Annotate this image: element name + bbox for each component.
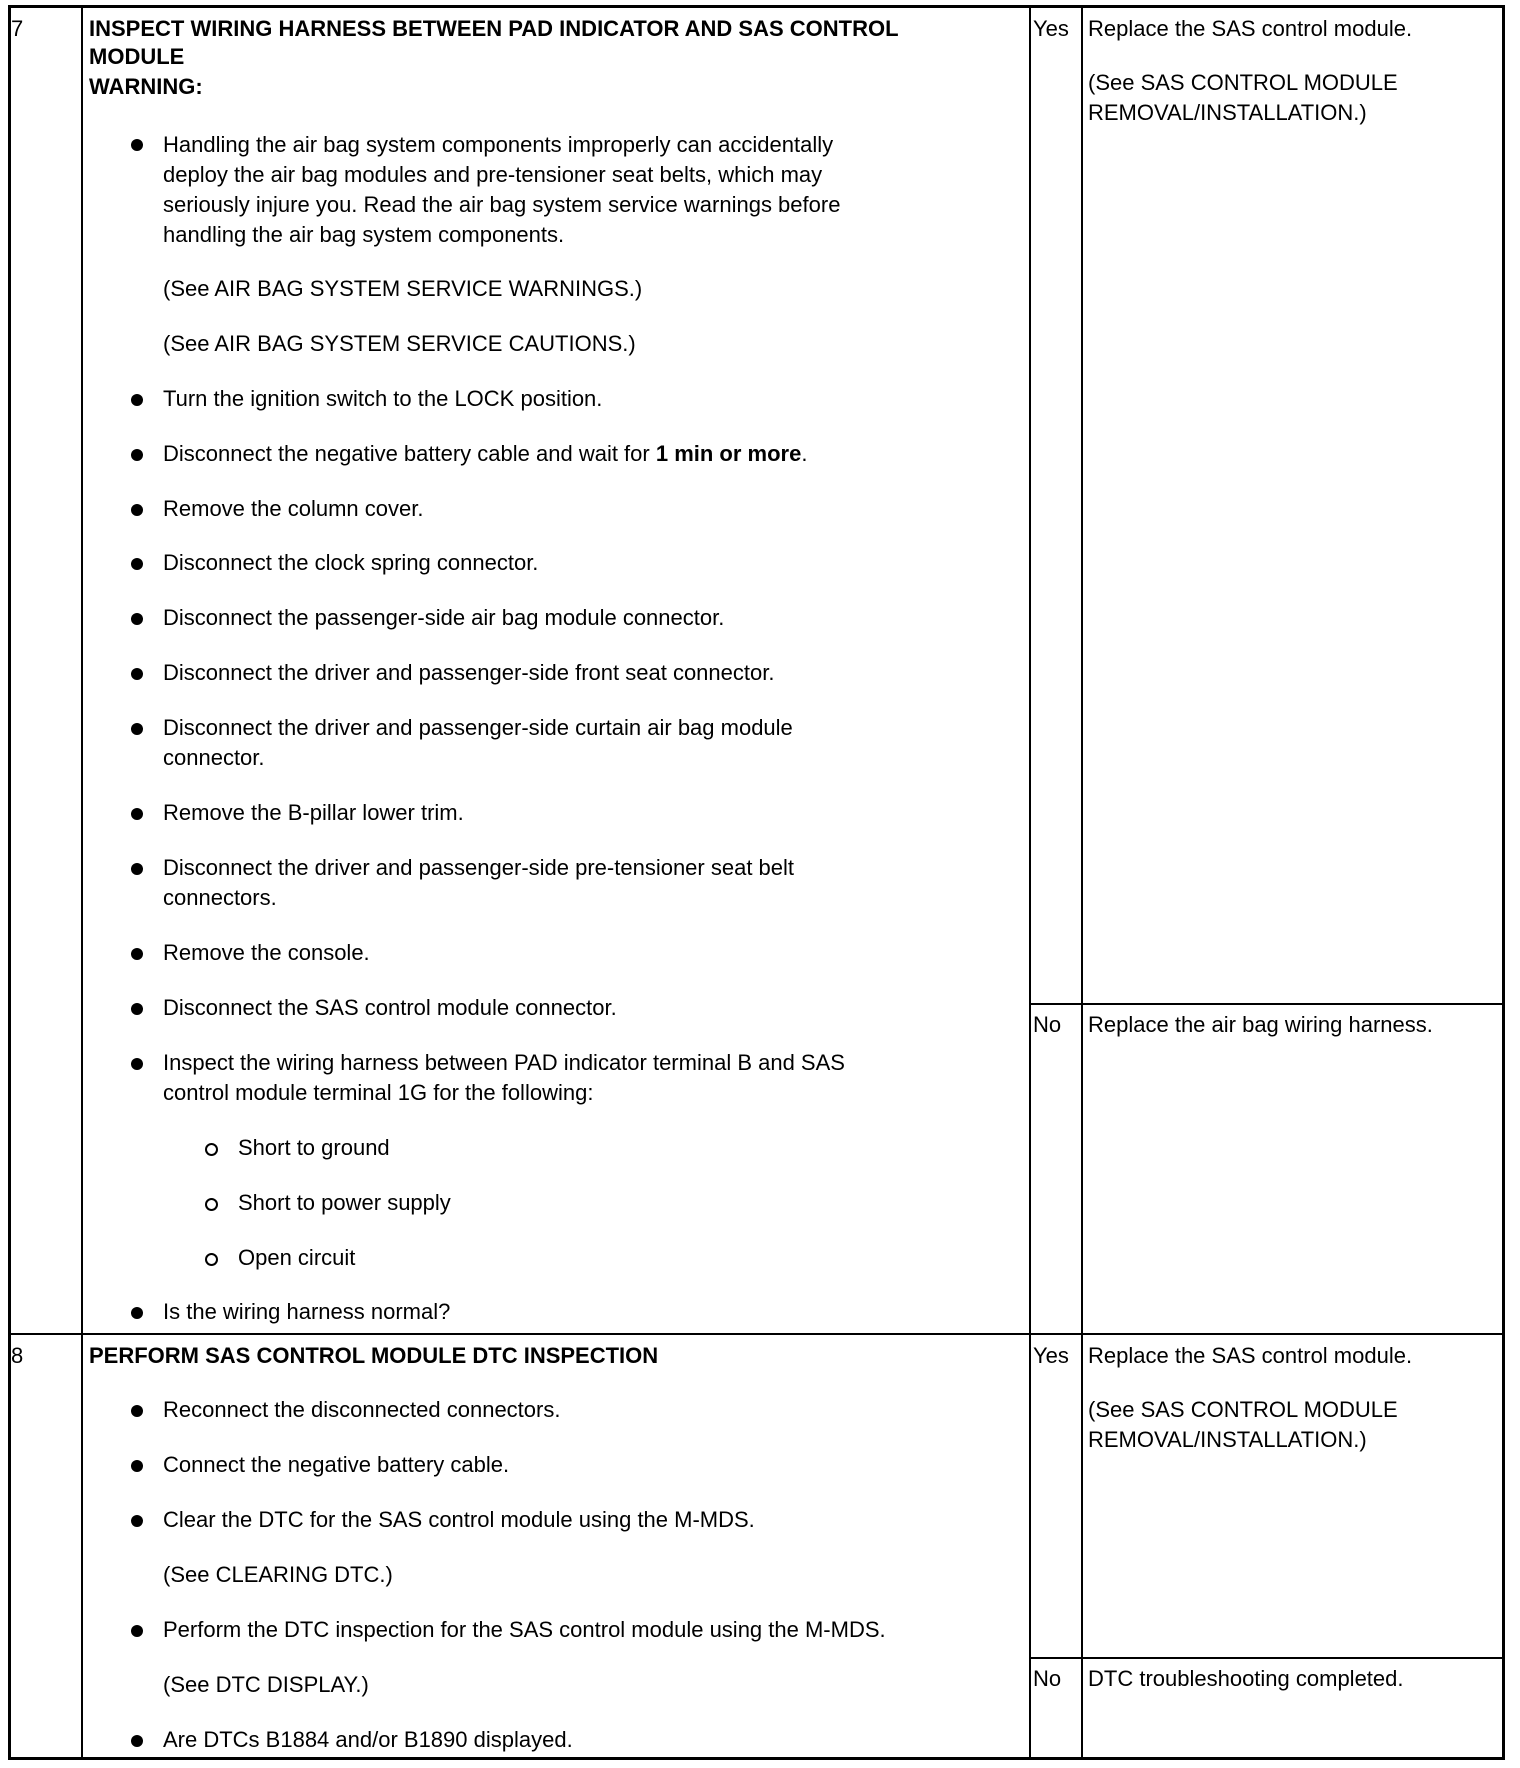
- procedure-step: Reconnect the disconnected connectors.: [163, 1397, 561, 1422]
- sub-bullet: [205, 1143, 218, 1156]
- bullet: [131, 613, 143, 625]
- column-divider: [1029, 5, 1031, 1760]
- procedure-step: Disconnect the SAS control module connector.: [163, 995, 617, 1020]
- warning-text: Handling the air bag system components improperly can accidentally: [163, 132, 834, 157]
- procedure-step: Inspect the wiring harness between PAD indicator terminal B and SAS: [163, 1050, 845, 1075]
- column-divider: [81, 5, 83, 1760]
- emphasis-text: 1 min or more: [655, 441, 802, 466]
- bullet: [131, 863, 143, 875]
- sub-bullet: [205, 1253, 218, 1266]
- no-action: DTC troubleshooting completed.: [1088, 1666, 1404, 1691]
- procedure-question: Is the wiring harness normal?: [163, 1299, 451, 1324]
- sub-bullet: [205, 1198, 218, 1211]
- warning-label: WARNING:: [89, 74, 203, 99]
- procedure-step: Disconnect the passenger-side air bag module connector.: [163, 605, 725, 630]
- reference-text: (See CLEARING DTC.): [163, 1562, 393, 1587]
- yes-reference: (See SAS CONTROL MODULE: [1088, 1397, 1398, 1422]
- procedure-step: Disconnect the clock spring connector.: [163, 550, 539, 575]
- procedure-step: Disconnect the driver and passenger-side curtain air bag module: [163, 715, 793, 740]
- sub-item: Short to power supply: [238, 1190, 451, 1215]
- bullet: [131, 1460, 143, 1472]
- yes-reference: REMOVAL/INSTALLATION.): [1088, 100, 1367, 125]
- bullet: [131, 504, 143, 516]
- result-divider: [1029, 1657, 1505, 1659]
- yes-label: Yes: [1033, 1343, 1069, 1368]
- step-number: 8: [11, 1343, 24, 1368]
- no-action: Replace the air bag wiring harness.: [1088, 1012, 1433, 1037]
- bullet: [131, 1058, 143, 1070]
- bullet: [131, 1735, 143, 1747]
- warning-text: seriously injure you. Read the air bag system service warnings before: [163, 192, 841, 217]
- procedure-step: Remove the console.: [163, 940, 370, 965]
- procedure-step: Connect the negative battery cable.: [163, 1452, 510, 1477]
- warning-text: handling the air bag system components.: [163, 222, 565, 247]
- bullet: [131, 1515, 143, 1527]
- reference-text: (See AIR BAG SYSTEM SERVICE WARNINGS.): [163, 276, 643, 301]
- procedure-question: Are DTCs B1884 and/or B1890 displayed.: [163, 1727, 573, 1752]
- yes-action: Replace the SAS control module.: [1088, 16, 1413, 41]
- yes-action: Replace the SAS control module.: [1088, 1343, 1413, 1368]
- step-title: MODULE: [89, 44, 185, 69]
- bullet: [131, 449, 143, 461]
- sub-item: Open circuit: [238, 1245, 356, 1270]
- bullet: [131, 723, 143, 735]
- bullet: [131, 139, 143, 151]
- step-number: 7: [11, 16, 24, 41]
- no-label: No: [1033, 1666, 1062, 1691]
- procedure-step: Disconnect the negative battery cable and wait for 1 min or more.: [163, 441, 808, 466]
- no-label: No: [1033, 1012, 1062, 1037]
- bullet: [131, 1625, 143, 1637]
- procedure-step: Remove the B-pillar lower trim.: [163, 800, 464, 825]
- procedure-step: Clear the DTC for the SAS control module using the M-MDS.: [163, 1507, 755, 1532]
- yes-reference: (See SAS CONTROL MODULE: [1088, 70, 1398, 95]
- reference-text: (See DTC DISPLAY.): [163, 1672, 369, 1697]
- bullet: [131, 558, 143, 570]
- step-title: PERFORM SAS CONTROL MODULE DTC INSPECTION: [89, 1343, 659, 1368]
- procedure-step: control module terminal 1G for the following:: [163, 1080, 594, 1105]
- procedure-step: connectors.: [163, 885, 277, 910]
- row-divider: [8, 1333, 1505, 1335]
- bullet: [131, 1307, 143, 1319]
- procedure-step: connector.: [163, 745, 265, 770]
- step-title: INSPECT WIRING HARNESS BETWEEN PAD INDICATOR AND SAS CONTROL: [89, 16, 899, 41]
- bullet: [131, 808, 143, 820]
- bullet: [131, 394, 143, 406]
- reference-text: (See AIR BAG SYSTEM SERVICE CAUTIONS.): [163, 331, 636, 356]
- warning-text: deploy the air bag modules and pre-tensioner seat belts, which may: [163, 162, 823, 187]
- sub-item: Short to ground: [238, 1135, 390, 1160]
- procedure-step: Turn the ignition switch to the LOCK position.: [163, 386, 603, 411]
- column-divider: [1081, 5, 1083, 1760]
- procedure-step: Disconnect the driver and passenger-side pre-tensioner seat belt: [163, 855, 795, 880]
- procedure-step: Remove the column cover.: [163, 496, 424, 521]
- bullet: [131, 668, 143, 680]
- result-divider: [1029, 1003, 1505, 1005]
- bullet: [131, 1003, 143, 1015]
- yes-reference: REMOVAL/INSTALLATION.): [1088, 1427, 1367, 1452]
- yes-label: Yes: [1033, 16, 1069, 41]
- bullet: [131, 1405, 143, 1417]
- procedure-step: Disconnect the driver and passenger-side front seat connector.: [163, 660, 775, 685]
- bullet: [131, 948, 143, 960]
- procedure-step: Perform the DTC inspection for the SAS control module using the M-MDS.: [163, 1617, 886, 1642]
